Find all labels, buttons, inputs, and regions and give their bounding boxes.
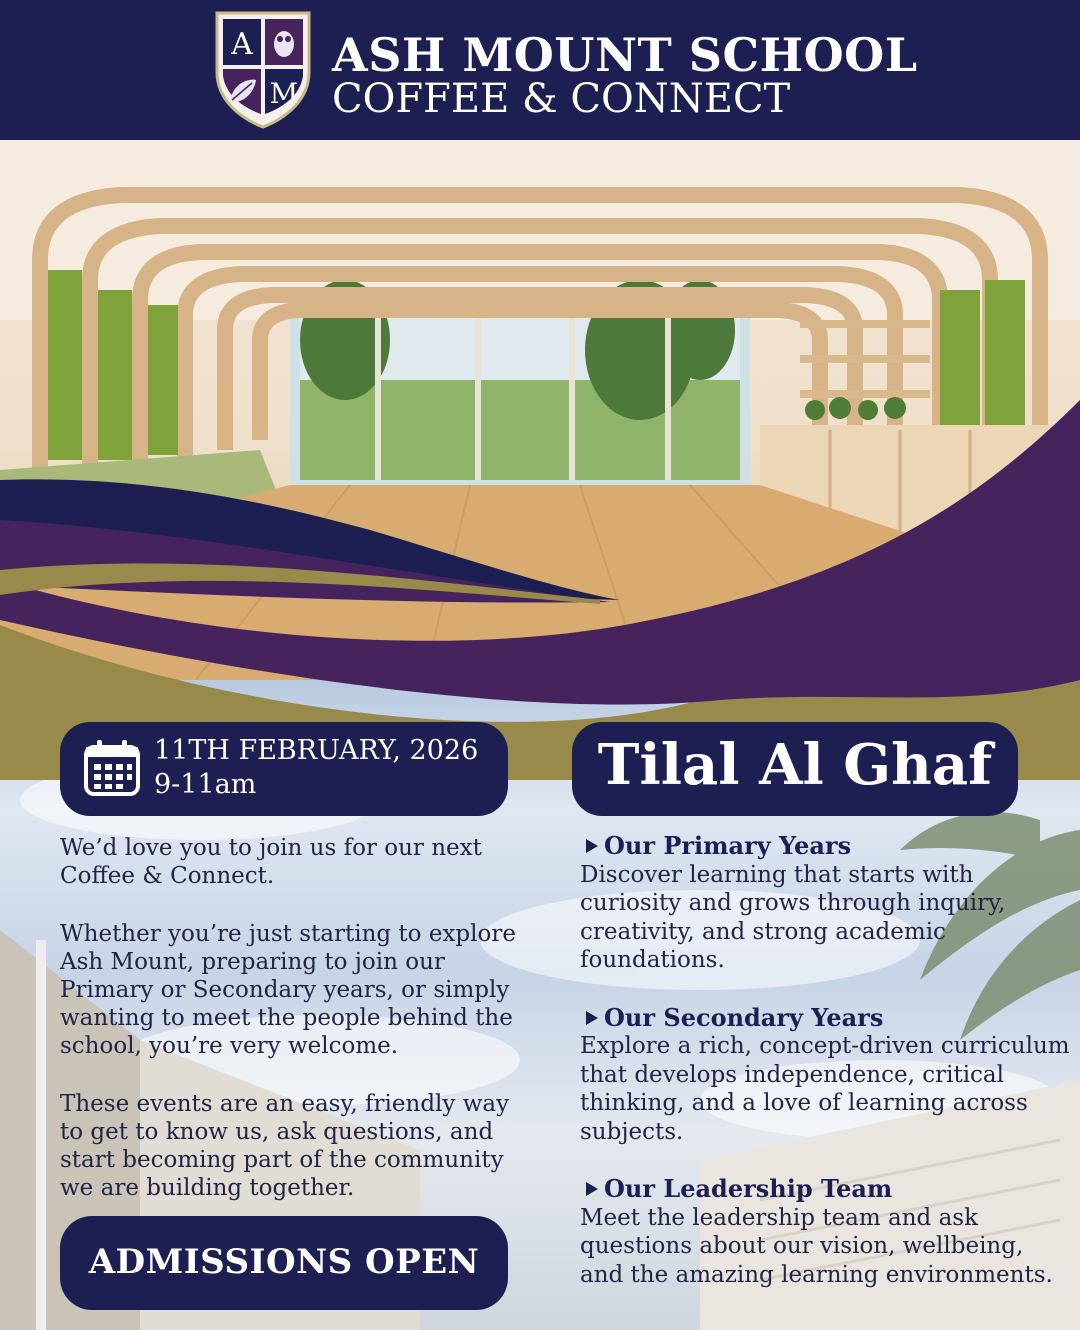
location-badge (572, 722, 1018, 816)
section-title: Our Primary Years (604, 831, 852, 860)
program-sections (580, 832, 1070, 1318)
admissions-open-label: ADMISSIONS OPEN (88, 1242, 480, 1282)
intro-text (60, 834, 530, 1232)
school-name: ASH MOUNT SCHOOL (332, 28, 918, 82)
section-title: Our Leadership Team (604, 1174, 893, 1203)
arrow-right-icon (586, 839, 598, 853)
section-text: Explore a rich, concept-driven curriculum that develops independence, critical thinking, and a love of learning across subjects. (580, 1033, 1070, 1145)
calendar-icon (82, 738, 142, 798)
admissions-open-button[interactable] (60, 1216, 508, 1310)
intro-paragraph: Whether you’re just starting to explore Ash Mount, preparing to join our Primary or Secondary years, or simply wanting to meet the people behind the school, you’re very welcome. (60, 921, 516, 1059)
event-name: COFFEE & CONNECT (332, 76, 791, 122)
crest-letter-a: A (231, 27, 253, 62)
owl-icon (274, 31, 294, 57)
section-text: Meet the leadership team and ask questions about our vision, wellbeing, and the amazing learning environments. (580, 1204, 1053, 1288)
intro-paragraph: These events are an easy, friendly way to get to know us, ask questions, and start becoming part of the community we are building together. (60, 1091, 510, 1201)
section-leadership-team (580, 1175, 1070, 1289)
header-banner (0, 0, 1080, 140)
section-primary-years (580, 832, 1070, 975)
arrow-right-icon (586, 1182, 598, 1196)
school-crest-icon (214, 10, 312, 130)
event-date-time (154, 734, 478, 802)
section-heading (580, 1175, 1070, 1204)
section-secondary-years (580, 1004, 1070, 1147)
decorative-waves (0, 380, 1080, 780)
section-text: Discover learning that starts with curiosity and grows through inquiry, creativity, and strong academic foundations. (580, 861, 1006, 973)
arrow-right-icon (586, 1011, 598, 1025)
section-heading (580, 832, 1070, 861)
crest-letter-m: M (269, 77, 299, 110)
date-time-badge (60, 722, 508, 816)
intro-paragraph: We’d love you to join us for our next Coffee & Connect. (60, 835, 482, 889)
event-date: 11TH FEBRUARY, 2026 (154, 735, 479, 766)
event-time: 9-11am (154, 769, 257, 800)
section-title: Our Secondary Years (604, 1002, 884, 1032)
section-heading (580, 1004, 1070, 1033)
event-location: Tilal Al Ghaf (597, 732, 993, 798)
